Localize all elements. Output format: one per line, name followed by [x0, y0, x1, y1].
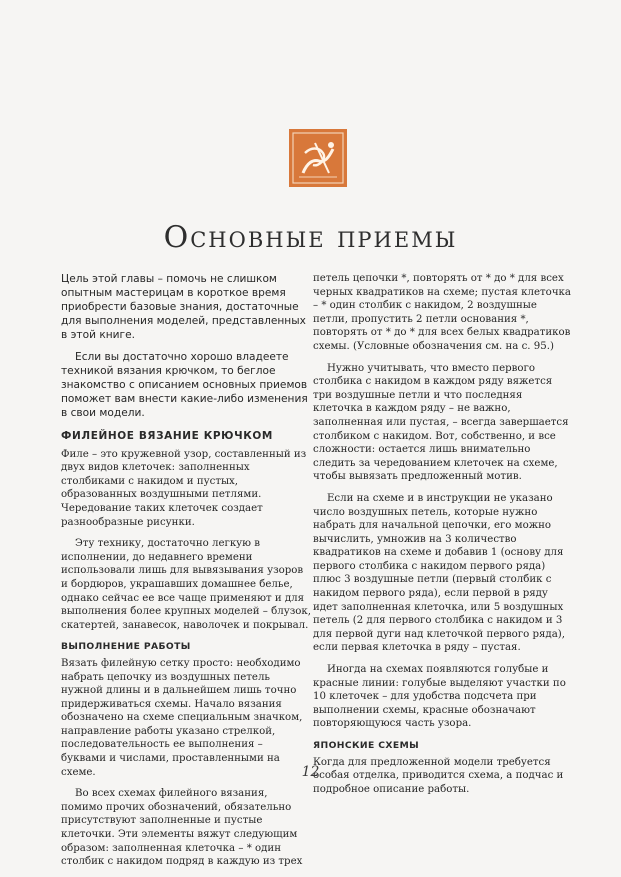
section-paragraph-1: Филе – это кружевной узор, составленный из двух видов клеточек: заполненных столбиками с накидом и пустых, образованных воздушными петлями. Чередование таких клеточек создает разнообразные рисунки. [61, 448, 307, 528]
section-paragraph-2: Эту технику, достаточно легкую в исполнении, до недавнего времени использовали лишь для вывязывания узоров и бордюров, украшавших домашнее белье, однако сейчас ее все чаще применяют и для выполнения более крупных моделей – блузок, скатертей, занавесок, наволочек и покрывал. [61, 538, 312, 631]
work-paragraph-2: Во всех схемах филейного вязания, помимо прочих обозначений, обязательно присутствуют заполненные и пустые клеточки. Эти элементы вяжут следующим образом: заполненная клеточка – * один столбик с накидом подряд в каждую из трех [61, 788, 303, 868]
left-column [61, 272, 311, 877]
right-paragraph-3: Иногда на схемах появляются голубые и красные линии: голубые выделяют участки по 10 клеточек – для удобства подсчета при выполнении схемы, красные обозначают повторяющуюся часть узора. [313, 664, 566, 730]
intro-paragraph-1: Цель этой главы – помочь не слишком опытным мастерицам в короткое время приобрести базовые знания, достаточные для выполнения моделей, представленных в этой книге. [61, 273, 306, 341]
subheading-japanese: ЯПОНСКИЕ СХЕМЫ [313, 740, 420, 751]
right-paragraph-2: Если на схеме и в инструкции не указано число воздушных петель, которые нужно набрать для начальной цепочки, его можно вычислить, умножив на 3 количество квадратиков на схеме и добавив 1 (основу для первого столбика с накидом первого ряда) плюс 3 воздушные петли (первый столбик с накидом первого ряда), если первой в ряду идет заполненная клеточка, или 5 воздушных петель (2 для первого столбика с накидом и 3 для первой дуги над клеточкой первого ряда), если первая клеточка в ряду – пустая. [313, 492, 565, 654]
knitting-emblem-icon [289, 129, 347, 187]
final-paragraph: Когда для предложенной модели требуется особая отделка, приводится схема, а подчас и подробное описание работы. [313, 756, 564, 795]
page-title: Основные приемы [163, 220, 458, 256]
continuation-paragraph: петель цепочки *, повторять от * до * для всех черных квадратиков на схеме; пустая клеточка – * один столбик с накидом, 2 воздушные петли, пропустить 2 петли основания *, повторять от * до * для всех белых квадратиков схемы. (Условные обозначения см. на с. 95.) [313, 273, 571, 352]
right-paragraph-1: Нужно учитывать, что вместо первого столбика с накидом в каждом ряду вяжется три воздушные петли и что последняя клеточка в каждом ряду – не важно, заполненная или пустая, – всегда завершается столбиком с накидом. Вот, собственно, и все сложности: остается лишь внимательно следить за чередованием клеточек на схеме, чтобы вывязать предложенный мотив. [313, 362, 569, 483]
work-paragraph-1: Вязать филейную сетку просто: необходимо набрать цепочку из воздушных петель нужной длины и в дальнейшем лишь точно придерживаться схемы. Начало вязания обозначено на схеме специальным значком, направление работы указано стрелкой, последовательность ее выполнения – буквами и числами, проставленными на схеме. [61, 657, 303, 778]
section-heading: ФИЛЕЙНОЕ ВЯЗАНИЕ КРЮЧКОМ [61, 430, 273, 442]
page-number: 12 [301, 764, 320, 780]
subheading-work: ВЫПОЛНЕНИЕ РАБОТЫ [61, 641, 191, 653]
right-column [313, 272, 571, 804]
intro-paragraph-2: Если вы достаточно хорошо владеете техникой вязания крючком, то беглое знакомство с описанием основных приемов поможет вам внести какие-либо изменения в свои модели. [61, 351, 308, 419]
